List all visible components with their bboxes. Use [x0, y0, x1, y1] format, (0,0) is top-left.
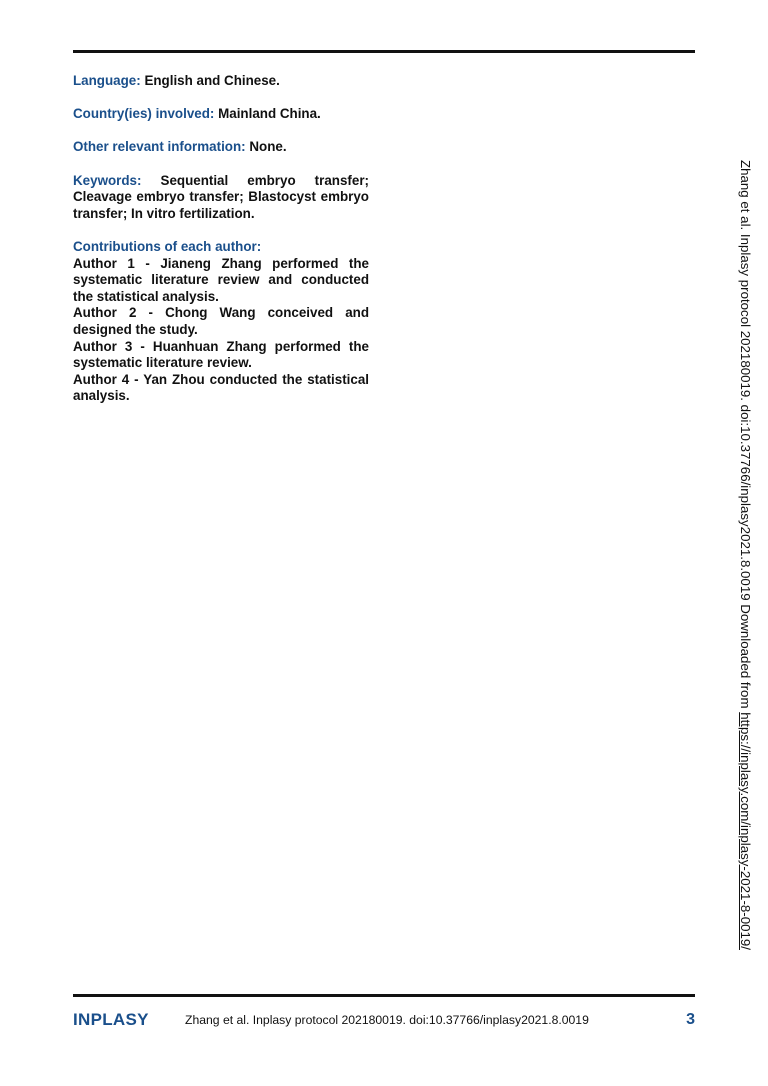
- language-field: [73, 73, 369, 90]
- author-contribution-4: Author 4 - Yan Zhou conducted the statistical analysis.: [73, 371, 369, 404]
- top-divider: [73, 50, 695, 53]
- side-download-note: [737, 160, 753, 950]
- contributions-label: Contributions of each author:: [73, 238, 262, 254]
- page-number: 3: [686, 1011, 695, 1028]
- side-note-link[interactable]: https://inplasy.com/inplasy-2021-8-0019/: [738, 712, 753, 950]
- language-label: Language:: [73, 73, 141, 88]
- language-value: English and Chinese.: [144, 73, 280, 88]
- keywords-value: Sequential embryo transfer; Cleavage embryo transfer; Blastocyst embryo transfer; In vitro fertilization.: [73, 172, 369, 221]
- other-info-field: [73, 139, 369, 156]
- countries-field: [73, 106, 369, 123]
- footer-brand-logo: INPLASY: [73, 1010, 149, 1029]
- footer-citation: Zhang et al. Inplasy protocol 202180019. doi:10.37766/inplasy2021.8.0019: [185, 1013, 589, 1027]
- contributions-section: [73, 239, 369, 405]
- other-info-value: None.: [249, 139, 287, 155]
- countries-value: Mainland China.: [218, 106, 321, 122]
- side-note-text: Zhang et al. Inplasy protocol 202180019. doi:10.37766/inplasy2021.8.0019 Downloaded from: [738, 160, 753, 713]
- author-contribution-3: Author 3 - Huanhuan Zhang performed the systematic literature review.: [73, 338, 369, 371]
- other-info-label: Other relevant information:: [73, 139, 246, 155]
- main-column: [73, 73, 369, 421]
- keywords-field: [73, 173, 369, 223]
- footer-divider: [73, 994, 695, 997]
- countries-label: Country(ies) involved:: [73, 106, 215, 122]
- author-contribution-2: Author 2 - Chong Wang conceived and designed the study.: [73, 305, 369, 337]
- author-contribution-1: Author 1 - Jianeng Zhang performed the systematic literature review and conducted the statistical analysis.: [73, 255, 369, 304]
- keywords-label: Keywords:: [73, 172, 142, 188]
